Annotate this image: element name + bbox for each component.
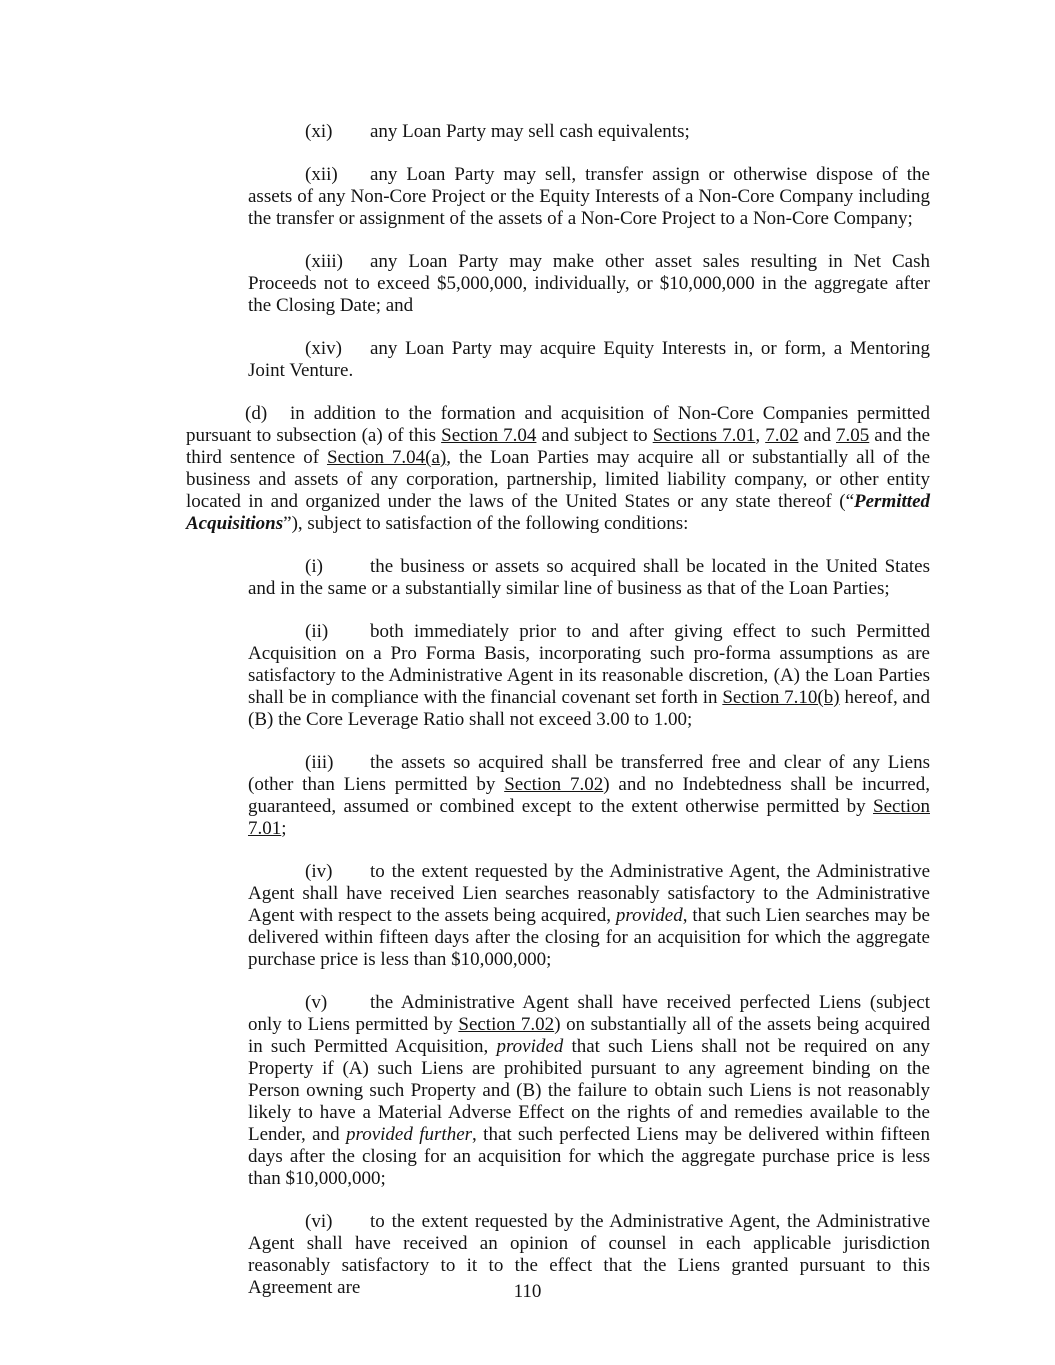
condition-iii (248, 752, 930, 840)
paragraph-label: (iii) (305, 752, 334, 773)
paragraph-text: to the extent requested by the Administrative Agent, the Administrative Agent shall have received an opinion of counsel in each applicable jurisdiction reasonably satisfactory to it to the effect that the Liens granted pursuant to this Agreement are (248, 1211, 930, 1298)
paragraph-text: in addition to the formation and acquisition of Non-Core Companies permitted pursuant to subsection (a) of this Section 7.04 and subject to Sections 7.01, 7.02 and 7.05 and the third sentence of Section 7.04(a), the Loan Parties may acquire all or substantially all of the business and assets of any corporation, partnership, limited liability company, or other entity located in and organized under the laws of the United States or any state thereof (“Permitted Acquisitions”), subject to satisfaction of the following conditions: (186, 403, 931, 534)
paragraph-xiv (248, 338, 930, 382)
paragraph-label: (iv) (305, 861, 333, 882)
page-number: 110 (513, 1281, 542, 1302)
condition-v (248, 992, 930, 1190)
paragraph-text: to the extent requested by the Administrative Agent, the Administrative Agent shall have received Lien searches reasonably satisfactory to the Administrative Agent with respect to the assets being acquired, provided, that such Lien searches may be delivered within fifteen days after the closing for an acquisition for which the aggregate purchase price is less than $10,000,000; (248, 861, 930, 970)
paragraph-text: the Administrative Agent shall have received perfected Liens (subject only to Liens permitted by Section 7.02) on substantially all of the assets being acquired in such Permitted Acquisition, provided that such Liens shall not be required on any Property if (A) such Liens are prohibited pursuant to any agreement binding on the Person owning such Property and (B) the failure to obtain such Liens is not reasonably likely to have a Material Adverse Effect on the rights of and remedies available to the Lender, and provided further, that such perfected Liens may be delivered within fifteen days after the closing for an acquisition for which the aggregate purchase price is less than $10,000,000; (248, 992, 931, 1189)
paragraph-text: any Loan Party may make other asset sales resulting in Net Cash Proceeds not to exceed $5,000,000, individually, or $10,000,000 in the aggregate after the Closing Date; and (248, 251, 930, 316)
paragraph-text: any Loan Party may sell cash equivalents; (370, 121, 690, 142)
paragraph-label: (i) (305, 556, 323, 577)
paragraph-text: the assets so acquired shall be transferred free and clear of any Liens (other than Liens permitted by Section 7.02) and no Indebtedness shall be incurred, guaranteed, assumed or combined except to the extent otherwise permitted by Section 7.01; (248, 752, 930, 839)
paragraph-text: both immediately prior to and after giving effect to such Permitted Acquisition on a Pro Forma Basis, incorporating such pro-forma assumptions as are satisfactory to the Administrative Agent in its reasonable discretion, (A) the Loan Parties shall be in compliance with the financial covenant set forth in Section 7.10(b) hereof, and (B) the Core Leverage Ratio shall not exceed 3.00 to 1.00; (248, 621, 930, 730)
condition-iv (248, 861, 930, 971)
document-page-body (186, 121, 930, 1320)
paragraph-label: (d) (245, 403, 268, 424)
paragraph-label: (xiv) (305, 338, 342, 359)
paragraph-xi (248, 121, 930, 143)
condition-ii (248, 621, 930, 731)
paragraph-label: (vi) (305, 1211, 333, 1232)
condition-i (248, 556, 930, 600)
paragraph-text: any Loan Party may sell, transfer assign or otherwise dispose of the assets of any Non-Core Project or the Equity Interests of a Non-Core Company including the transfer or assignment of the assets of a Non-Core Project to a Non-Core Company; (248, 164, 930, 229)
paragraph-label: (xiii) (305, 251, 343, 272)
paragraph-text: the business or assets so acquired shall be located in the United States and in the same or a substantially similar line of business as that of the Loan Parties; (248, 556, 930, 599)
paragraph-xiii (248, 251, 930, 317)
paragraph-label: (xii) (305, 164, 338, 185)
paragraph-label: (xi) (305, 121, 333, 142)
paragraph-label: (ii) (305, 621, 329, 642)
paragraph-xii (248, 164, 930, 230)
paragraph-d (186, 403, 930, 535)
paragraph-text: any Loan Party may acquire Equity Interests in, or form, a Mentoring Joint Venture. (248, 338, 930, 381)
paragraph-label: (v) (305, 992, 328, 1013)
